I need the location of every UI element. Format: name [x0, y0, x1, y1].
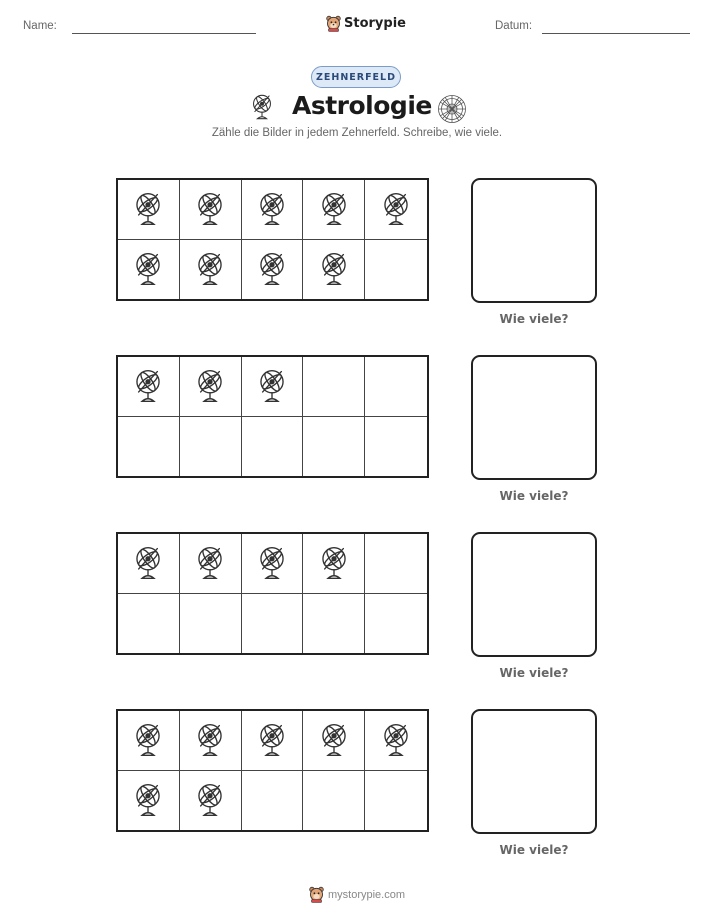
answer-box[interactable]: [471, 709, 597, 834]
ten-frame-cell: [118, 357, 180, 417]
ten-frame-cell: [365, 534, 427, 594]
armillary-sphere-icon: [317, 250, 351, 288]
armillary-sphere-icon: [193, 367, 227, 405]
armillary-sphere-icon: [255, 544, 289, 582]
armillary-sphere-icon: [255, 721, 289, 759]
answer-prompt: Wie viele?: [499, 666, 569, 680]
armillary-sphere-icon: [317, 544, 351, 582]
ten-frame-cell: [242, 417, 304, 477]
ten-frame-cell: [180, 180, 242, 240]
ten-frame-cell: [303, 240, 365, 300]
ten-frame-cell: [118, 534, 180, 594]
armillary-sphere-icon: [131, 544, 165, 582]
ten-frame-cell: [180, 594, 242, 654]
ten-frame-cell: [180, 711, 242, 771]
armillary-sphere-icon: [131, 781, 165, 819]
ten-frame-cell: [365, 711, 427, 771]
ten-frame-cell: [303, 594, 365, 654]
ten-frame-cell: [118, 240, 180, 300]
answer-box[interactable]: [471, 355, 597, 480]
armillary-sphere-icon: [193, 544, 227, 582]
footer: [0, 886, 714, 903]
armillary-sphere-icon: [193, 781, 227, 819]
brand-name: Storypie: [344, 15, 406, 31]
armillary-sphere-icon: [379, 721, 413, 759]
worksheet-type-badge: ZEHNERFELD: [311, 66, 401, 88]
armillary-sphere-icon: [193, 190, 227, 228]
ten-frame-cell: [303, 534, 365, 594]
ten-frame-cell: [180, 417, 242, 477]
ten-frame-cell: [118, 417, 180, 477]
ten-frame-cell: [242, 594, 304, 654]
ten-frame-cell: [242, 711, 304, 771]
ten-frame-cell: [242, 771, 304, 831]
name-line[interactable]: [72, 33, 256, 34]
armillary-sphere-icon: [249, 92, 275, 122]
ten-frame-cell: [365, 357, 427, 417]
ten-frame-cell: [303, 771, 365, 831]
ten-frame: [116, 355, 429, 478]
answer-prompt: Wie viele?: [499, 489, 569, 503]
ten-frame-cell: [242, 357, 304, 417]
armillary-sphere-icon: [131, 190, 165, 228]
armillary-sphere-icon: [255, 190, 289, 228]
ten-frame-cell: [365, 771, 427, 831]
ten-frame-cell: [118, 594, 180, 654]
ten-frame: [116, 178, 429, 301]
ten-frame-cell: [118, 711, 180, 771]
storypie-mascot-icon: [309, 886, 324, 903]
armillary-sphere-icon: [131, 250, 165, 288]
armillary-sphere-icon: [193, 721, 227, 759]
armillary-sphere-icon: [255, 367, 289, 405]
zodiac-wheel-icon: [437, 94, 467, 124]
answer-prompt: Wie viele?: [499, 312, 569, 326]
ten-frame-cell: [303, 180, 365, 240]
name-label: Name:: [23, 20, 57, 32]
answer-box[interactable]: [471, 178, 597, 303]
ten-frame: [116, 532, 429, 655]
ten-frame-cell: [303, 711, 365, 771]
page-title: Astrologie: [292, 91, 432, 120]
ten-frame-cell: [365, 180, 427, 240]
ten-frame-cell: [303, 357, 365, 417]
armillary-sphere-icon: [255, 250, 289, 288]
ten-frame: [116, 709, 429, 832]
armillary-sphere-icon: [317, 190, 351, 228]
ten-frame-cell: [365, 417, 427, 477]
armillary-sphere-icon: [317, 721, 351, 759]
ten-frame-cell: [365, 594, 427, 654]
ten-frame-cell: [180, 240, 242, 300]
ten-frame-cell: [180, 771, 242, 831]
ten-frame-cell: [303, 417, 365, 477]
ten-frame-cell: [242, 180, 304, 240]
storypie-mascot-icon: [326, 15, 341, 32]
date-line[interactable]: [542, 33, 690, 34]
armillary-sphere-icon: [131, 367, 165, 405]
answer-box[interactable]: [471, 532, 597, 657]
ten-frame-cell: [242, 534, 304, 594]
ten-frame-cell: [118, 180, 180, 240]
armillary-sphere-icon: [193, 250, 227, 288]
ten-frame-cell: [118, 771, 180, 831]
ten-frame-cell: [242, 240, 304, 300]
brand-logo: [326, 12, 406, 34]
ten-frame-cell: [180, 534, 242, 594]
date-label: Datum:: [495, 20, 533, 32]
footer-url[interactable]: mystorypie.com: [327, 888, 406, 901]
ten-frame-cell: [180, 357, 242, 417]
armillary-sphere-icon: [131, 721, 165, 759]
answer-prompt: Wie viele?: [499, 843, 569, 857]
instructions: Zähle die Bilder in jedem Zehnerfeld. Schreibe, wie viele.: [211, 127, 503, 139]
armillary-sphere-icon: [379, 190, 413, 228]
ten-frame-cell: [365, 240, 427, 300]
